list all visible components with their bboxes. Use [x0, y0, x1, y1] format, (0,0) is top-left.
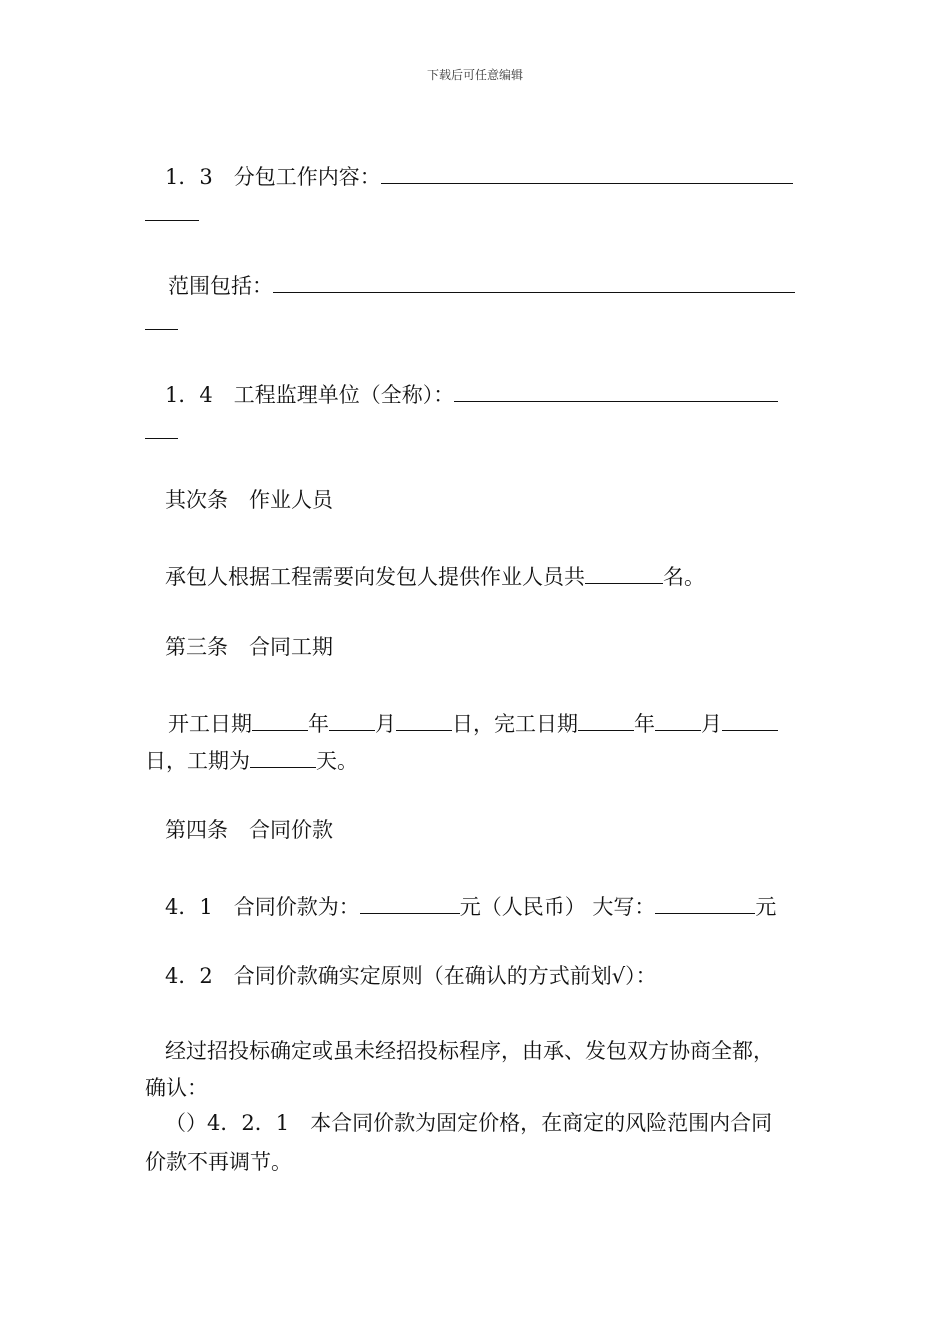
- year-label: 年: [308, 712, 329, 736]
- blank-field: [250, 747, 316, 768]
- blank-field: [273, 272, 795, 293]
- blank-field: [252, 710, 308, 731]
- month-label: 月: [701, 712, 722, 736]
- blank-field: [329, 710, 375, 731]
- blank-field: [454, 381, 778, 402]
- clause-1-4-continued: [145, 418, 178, 443]
- clause-4-2-1: （）4．2．1 本合同价款为固定价格，在商定的风险范围内合同: [165, 1111, 773, 1135]
- worker-count-line: [165, 563, 705, 588]
- start-date-label: 开工日期: [168, 712, 252, 736]
- dates-line: [168, 710, 778, 735]
- blank-field: [655, 893, 755, 914]
- duration-unit: 天。: [316, 749, 358, 773]
- clause-1-3-continued: [145, 200, 199, 225]
- article-4-title: 第四条 合同价款: [165, 818, 333, 842]
- month-label: 月: [375, 712, 396, 736]
- clause-1-4: [165, 381, 778, 406]
- blank-field: [145, 418, 178, 439]
- blank-field: [381, 163, 793, 184]
- scope-line: [168, 272, 795, 297]
- clause-1-4-label: 1．4 工程监理单位（全称）：: [165, 383, 455, 407]
- blank-field: [655, 710, 701, 731]
- page-header-note: 下载后可任意编辑: [426, 68, 523, 82]
- price-currency-label: 元（人民币） 大写：: [459, 895, 656, 919]
- clause-1-3-label: 1．3 分包工作内容：: [165, 165, 381, 189]
- blank-field: [578, 710, 634, 731]
- end-date-label: 日，完工日期: [452, 712, 578, 736]
- blank-field: [145, 309, 178, 330]
- paragraph-line: 经过招投标确定或虽未经招投标程序，由承、发包双方协商全都，: [165, 1039, 774, 1063]
- worker-count-unit: 名。: [663, 565, 705, 589]
- article-2-title: 其次条 作业人员: [165, 488, 333, 512]
- price-label: 4．1 合同价款为：: [165, 895, 360, 919]
- article-3-title: 第三条 合同工期: [165, 635, 333, 659]
- clause-4-1: [165, 893, 776, 918]
- paragraph-line: 价款不再调节。: [145, 1150, 292, 1174]
- blank-field: [585, 563, 663, 584]
- blank-field: [145, 200, 199, 221]
- duration-label: 日，工期为: [145, 749, 250, 773]
- blank-field: [722, 710, 778, 731]
- paragraph-line: 确认：: [145, 1076, 208, 1100]
- scope-label: 范围包括：: [168, 274, 273, 298]
- scope-continued: [145, 309, 178, 334]
- worker-count-text: 承包人根据工程需要向发包人提供作业人员共: [165, 565, 585, 589]
- blank-field: [396, 710, 452, 731]
- price-unit: 元: [755, 895, 777, 919]
- clause-1-3: [165, 163, 793, 188]
- year-label: 年: [634, 712, 655, 736]
- duration-line: [145, 747, 358, 772]
- blank-field: [360, 893, 460, 914]
- clause-4-2: 4．2 合同价款确实定原则（在确认的方式前划√）：: [165, 964, 657, 988]
